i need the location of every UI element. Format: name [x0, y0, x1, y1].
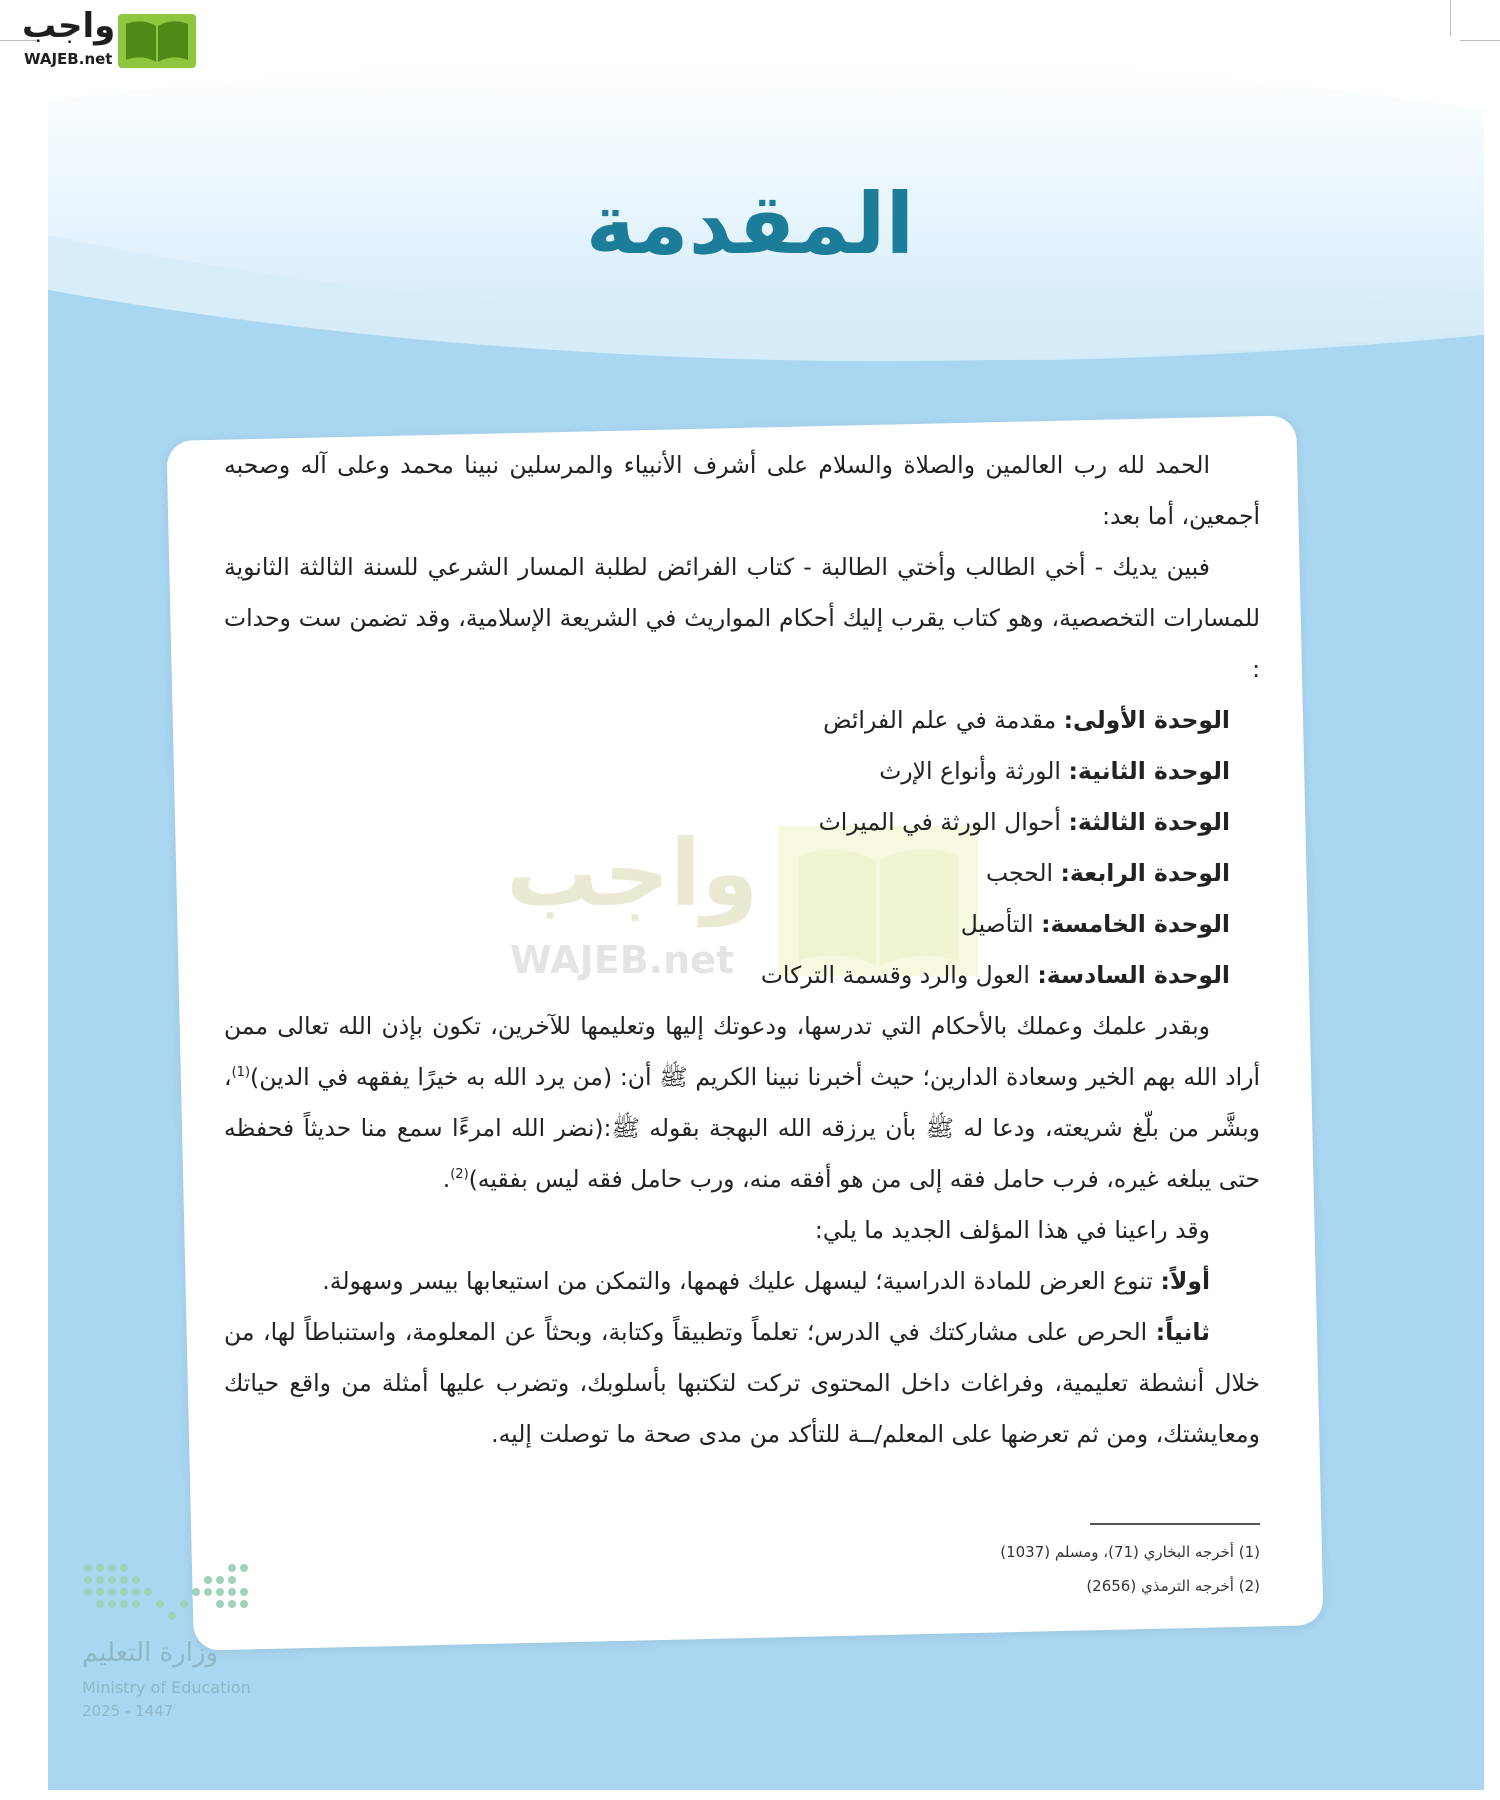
unit-label: الوحدة الخامسة:	[1041, 910, 1230, 938]
ministry-english: Ministry of Education	[82, 1678, 251, 1697]
unit-text: مقدمة في علم الفرائض	[823, 706, 1057, 734]
ministry-year: 2025 - 1447	[82, 1702, 174, 1720]
point-label: ثانياً:	[1155, 1318, 1210, 1346]
unit-text: التأصيل	[960, 910, 1034, 938]
unit-label: الوحدة الثانية:	[1068, 757, 1230, 785]
footnote-ref-1[interactable]: (1)	[231, 1065, 251, 1081]
hadith-text-1: وبقدر علمك وعملك بالأحكام التي تدرسها، ودعوتك إليها وتعليمها للآخرين، تكون بإذن الله تعالى ممن أراد الله بهم الخير وسعادة الدارين؛ حيث أخبرنا نبينا الكريم ﷺ أن: (من يرد الله به خيرًا يفقهه في الدين)	[224, 1012, 1260, 1091]
unit-text: أحوال الورثة في الميراث	[818, 808, 1061, 836]
unit-item	[224, 899, 1260, 950]
intro-text	[224, 440, 1260, 1460]
ministry-logo	[82, 1560, 282, 1730]
unit-label: الوحدة الرابعة:	[1060, 859, 1230, 887]
unit-label: الوحدة الثالثة:	[1068, 808, 1230, 836]
unit-label: الوحدة الأولى:	[1063, 706, 1230, 734]
paragraph-hadith	[224, 1001, 1260, 1205]
point-text: الحرص على مشاركتك في الدرس؛ تعلماً وتطبيقاً وكتابة، وبحثاً عن المعلومة، واستنباطاً لها، من خلال أنشطة تعليمية، وفراغات داخل المحتوى تركت لتكتبها بأسلوبك، وتضرب عليها أمثلة من واقع حياتك ومعايشتك، ومن ثم تعرضها على المعلم/ــة للتأكد من مدى صحة ما توصلت إليه.	[224, 1318, 1260, 1448]
footnote-divider	[1090, 1523, 1260, 1525]
paragraph-opening: الحمد لله رب العالمين والصلاة والسلام على أشرف الأنبياء والمرسلين نبينا محمد وعلى آله وصحبه أجمعين، أما بعد:	[224, 451, 1260, 530]
point-text: تنوع العرض للمادة الدراسية؛ ليسهل عليك فهمها، والتمكن من استيعابها بيسر وسهولة.	[322, 1267, 1153, 1295]
crop-mark	[1450, 0, 1451, 36]
ministry-dots-icon	[82, 1560, 262, 1630]
unit-item	[224, 695, 1260, 746]
paragraph-book-intro: فبين يديك - أخي الطالب وأختي الطالبة - كتاب الفرائض لطلبة المسار الشرعي للسنة الثالثة الثانوية للمسارات التخصصية، وهو كتاب يقرب إليك أحكام المواريث في الشريعة الإسلامية، وقد تضمن ست وحدات :	[224, 553, 1260, 683]
paragraph-considerations: وقد راعينا في هذا المؤلف الجديد ما يلي:	[814, 1216, 1210, 1244]
footnote-item: (2) أخرجه الترمذي (2656)	[1086, 1577, 1260, 1595]
unit-label: الوحدة السادسة:	[1037, 961, 1230, 989]
hadith-text-2: ، وبشَّر من بلّغ شريعته، ودعا له ﷺ بأن يرزقه الله البهجة بقوله ﷺ:(نضر الله امرءًا سمع منا حديثاً فحفظه حتى يبلغه غيره، فرب حامل فقه إلى من هو أفقه منه، ورب حامل فقه ليس بفقيه)	[224, 1063, 1260, 1193]
ministry-arabic: وزارة التعليم	[82, 1638, 219, 1668]
unit-item	[224, 797, 1260, 848]
unit-item	[224, 746, 1260, 797]
unit-item	[224, 950, 1260, 1001]
footnote-ref-2[interactable]: (2)	[450, 1167, 469, 1183]
page-title: المقدمة	[585, 175, 915, 273]
book-icon	[116, 10, 198, 70]
footnote-item: (1) أخرجه البخاري (71)، ومسلم (1037)	[1000, 1543, 1260, 1561]
unit-text: العول والرد وقسمة التركات	[760, 961, 1030, 989]
point-label: أولاً:	[1160, 1267, 1210, 1295]
watermark-arabic: واجب	[506, 820, 759, 927]
unit-text: الحجب	[985, 859, 1054, 887]
logo-arabic: واجب	[22, 6, 116, 46]
watermark-latin: WAJEB.net	[510, 938, 735, 982]
point-item	[224, 1307, 1260, 1460]
unit-item	[224, 848, 1260, 899]
logo-latin: WAJEB.net	[24, 50, 113, 68]
footnotes	[900, 1535, 1260, 1603]
unit-text: الورثة وأنواع الإرث	[879, 757, 1061, 785]
units-list	[224, 695, 1260, 1001]
wajeb-logo[interactable]	[10, 6, 190, 70]
point-item	[224, 1256, 1260, 1307]
crop-mark	[1460, 40, 1500, 41]
hadith-text-3: .	[442, 1165, 451, 1193]
